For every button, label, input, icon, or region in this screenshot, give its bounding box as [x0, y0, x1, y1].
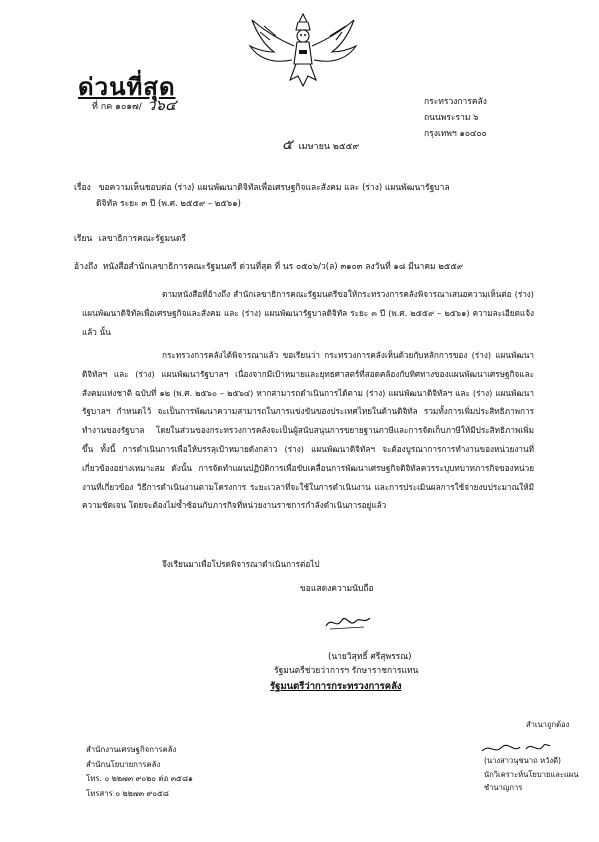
closing-phrase: ขอแสดงความนับถือ: [300, 584, 374, 594]
letter-date: [282, 137, 359, 155]
signer-name: (นายวิสุทธิ์ ศรีสุพรรณ): [328, 652, 412, 662]
subject-label: เรื่อง: [74, 183, 91, 193]
reference-text: หนังสือสำนักเลขาธิการคณะรัฐมนตรี ด่วนที่สุด ที่ นร ๐๕๐๖/ว(ล) ๓๑๐๓ ลงวันที่ ๑๘ มีนาคม ๒๕๕๙: [102, 262, 464, 272]
signer-position: รัฐมนตรีช่วยว่าการฯ รักษาราชการแทน: [274, 666, 419, 676]
contact-line: สำนักงานเศรษฐกิจการคลัง: [86, 745, 177, 754]
ministry-line: กระทรวงการคลัง: [424, 97, 487, 107]
certifier-name: (นางสาวนุชนาถ หวังดี): [484, 756, 561, 765]
recipient-text: เลขาธิการคณะรัฐมนตรี: [98, 234, 186, 244]
certifier-block: [484, 754, 599, 795]
paragraph-text: ตามหนังสือที่อ้างถึง สำนักเลขาธิการคณะรัฐมนตรีขอให้กระทรวงการคลังพิจารณาเสนอความเห็นต่อ (ร่าง) แผนพัฒนาดิจิทัลเพื่อเศรษฐกิจและสังคม และ (ร่าง) แผนพัฒนารัฐบาลดิจิทัล ระยะ ๓ ปี (พ.ศ. ๒๕๕๙ – ๒๕๖๑) ความละเอียดแจ้งแล้ว นั้น: [82, 289, 534, 337]
contact-info: [86, 743, 193, 801]
signer-position-main: รัฐมนตรีว่าการกระทรวงการคลัง: [270, 681, 402, 692]
recipient-label: เรียน: [74, 234, 93, 244]
urgent-stamp: ด่วนที่สุด: [78, 73, 176, 101]
paragraph-text: กระทรวงการคลังได้พิจารณาแล้ว ขอเรียนว่า กระทรวงการคลังเห็นด้วยกับหลักการของ (ร่าง) แผนพัฒนาดิจิทัลฯ และ (ร่าง) แผนพัฒนารัฐบาลฯ เนื่องจากมีเป้าหมายและยุทธศาสตร์ที่สอดคล้องกับทิศทางของแผนพัฒนาเศรษฐกิจและสังคมแห่งชาติ ฉบับที่ ๑๒ (พ.ศ. ๒๕๖๐ – ๒๕๖๔) หากสามารถดำเนินการได้ตาม (ร่าง) แผนพัฒนาดิจิทัลฯ และ (ร่าง) แผนพัฒนารัฐบาลฯ กำหนดไว้ จะเป็นการพัฒนาความสามารถในการแข่งขันของประเทศไทยในด้านดิจิทัล รวมทั้งการเพิ่มประสิทธิภาพการทำงานของรัฐบาล โดยในส่วนของกระทรวงการคลังจะเป็นผู้สนับสนุนการขยายฐานภาษีและการจัดเก็บภาษีให้มีประสิทธิภาพเพิ่มขึ้น ทั้งนี้ การดำเนินการเพื่อให้บรรลุเป้าหมายดังกล่าว (ร่าง) แผนพัฒนาดิจิทัลฯ จะต้องบูรณาการการทำงานของหน่วยงานที่เกี่ยวข้องอย่างเหมาะสม ดังนั้น การจัดทำแผนปฏิบัติการเพื่อขับเคลื่อนการพัฒนาเศรษฐกิจดิจิทัลควรระบุบทบาทภารกิจของหน่วยงานที่เกี่ยวข้อง วิธีการดำเนินงานตามโครงการ ระยะเวลาที่จะใช้ในการดำเนินงาน และการประเมินผลการใช้จ่ายงบประมาณให้มีความชัดเจน โดยจะต้องไม่ซ้ำซ้อนกับภารกิจที่หน่วยงานราชการกำลังดำเนินการอยู่แล้ว: [82, 350, 534, 511]
body-paragraph-2: [82, 346, 534, 515]
certifier-position: นักวิเคราะห์นโยบายและแผนชำนาญการ: [484, 769, 579, 792]
certified-copy-label: สำเนาถูกต้อง: [526, 720, 570, 729]
ministry-address: [424, 97, 564, 145]
reference-number: ที่ กค ๑๐๑๗/: [92, 102, 142, 112]
subject-text-2: ดิจิทัล ระยะ ๓ ปี (พ.ศ. ๒๕๕๙ – ๒๕๖๑): [96, 199, 241, 209]
subject-line: [74, 183, 450, 194]
reference-line: [74, 262, 463, 273]
date-day: ๕: [282, 137, 293, 153]
reference-label: อ้างถึง: [74, 262, 98, 272]
contact-line: โทร. ๐ ๒๒๗๓ ๙๐๒๐ ต่อ ๓๕๘๑: [86, 774, 193, 783]
paragraph-text: จึงเรียนมาเพื่อโปรดพิจารณาดำเนินการต่อไป: [162, 559, 320, 569]
body-paragraph-3: [82, 555, 534, 574]
signature-icon: [324, 612, 372, 632]
garuda-emblem-icon: [244, 10, 362, 92]
recipient-line: [74, 234, 186, 245]
contact-line: โทรสาร ๐ ๒๒๗๓ ๙๐๕๘: [86, 788, 169, 798]
body-paragraph-1: [82, 285, 534, 341]
date-month-year: เมษายน ๒๕๕๙: [298, 142, 360, 152]
ministry-line: ถนนพระราม ๖: [424, 113, 479, 123]
subject-text-1: ขอความเห็นชอบต่อ (ร่าง) แผนพัฒนาดิจิทัลเพื่อเศรษฐกิจและสังคม และ (ร่าง) แผนพัฒนารัฐบาล: [98, 183, 450, 193]
ministry-line: กรุงเทพฯ ๑๐๔๐๐: [424, 129, 487, 139]
handwritten-number: ว๖๔: [147, 96, 177, 114]
contact-line: สำนักนโยบายการคลัง: [86, 759, 161, 769]
